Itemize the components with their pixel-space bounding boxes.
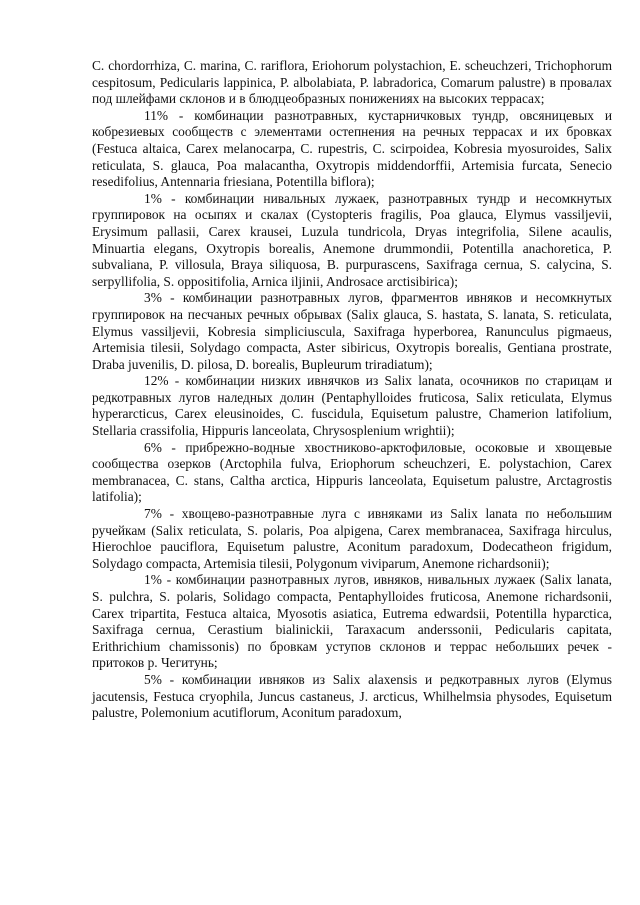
paragraph-11-percent: 11% - комбинации разнотравных, кустарничковых тундр, овсяницевых и кобрезиевых сообществ с элементами остепнения на речных террасах и их бровках (Festuca altaica, Carex melanocarpa, C. rupestris, C. scirpoidea, Kobresia myosuroides, Salix reticulata, S. glauca, Poa malacantha, Oxytropis middendorffii, Artemisia furcata, Senecio resedifolius, Antennaria friesiana, Potentilla biflora); (92, 107, 612, 190)
paragraph-continuation: C. chordorrhiza, C. marina, C. rariflora, Eriohorum polystachion, E. scheuchzeri, Trichophorum cespitosum, Pedicularis lappinica, P. albolabiata, P. labradorica, Comarum palustre) в провалах под шлейфами склонов и в блюдцеобразных понижениях на высоких террасах; (92, 58, 612, 107)
paragraph-6-percent: 6% - прибрежно-водные хвостниково-арктофиловые, осоковые и хвощевые сообщества озерков (Arctophila fulva, Eriophorum scheuchzeri, E. polystachion, Carex membranacea, C. stans, Caltha arctica, Hippuris lanceolata, Equisetum palustre, Arctagrostis latifolia); (92, 439, 612, 505)
paragraph-1-percent-meadows: 1% - комбинации разнотравных лугов, ивняков, нивальных лужаек (Salix lanata, S. pulchra, S. polaris, Solidago compacta, Pentaphylloides fruticosa, Anemone richardsonii, Carex tripartita, Festuca altaica, Myosotis asiatica, Eutrema edwardsii, Potentilla hyparctica, Saxifraga cernua, Cerastium bialinickii, Taraxacum anderssonii, Pedicularis capitata, Erithrichium chamissonis) по бровкам уступов склонов и террас небольших речек - притоков р. Чегитунь; (92, 572, 612, 671)
paragraph-12-percent: 12% - комбинации низких ивнячков из Salix lanata, осочников по старицам и редкотравных лугов наледных долин (Pentaphylloides fruticosa, Salix reticulata, Elymus hyperarcticus, Carex eleusinoides, C. fuscidula, Equisetum palustre, Chamerion latifolium, Stellaria crassifolia, Hippuris lanceolata, Chrysosplenium wrightii); (92, 373, 612, 439)
document-page (92, 58, 612, 722)
paragraph-7-percent: 7% - хвощево-разнотравные луга с ивняками из Salix lanata по небольшим ручейкам (Salix reticulata, S. polaris, Poa alpigena, Carex membranacea, Saxifraga hirculus, Hierochloe pauciflora, Equisetum palustre, Aconitum paradoxum, Dodecatheon frigidum, Solydago compacta, Artemisia tilesii, Polygonum viviparum, Anemone richardsonii); (92, 506, 612, 571)
paragraph-1-percent-nival: 1% - комбинации нивальных лужаек, разнотравных тундр и несомкнутых группировок на осыпях и скалах (Cystopteris fragilis, Poa glauca, Elymus vassiljevii, Erysimum pallasii, Carex krausei, Luzula tundricola, Dryas integrifolia, Silene acaulis, Minuartia elegans, Oxytropis borealis, Anemone drummondii, Potentilla anachoretica, P. subvaliana, P. villosula, Braya siliquosa, B. purpurascens, Saxifraga cernua, S. calycina, S. serpyllifolia, S. oppositifolia, Arnica iljinii, Androsace arctisibirica); (92, 190, 612, 289)
paragraph-3-percent: 3% - комбинации разнотравных лугов, фрагментов ивняков и несомкнутых группировок на песчаных речных обрывах (Salix glauca, S. hastata, S. lanata, S. reticulata, Elymus vassiljevii, Kobresia simpliciuscula, Saxifraga hyperborea, Ranunculus pigmaeus, Artemisia tilesii, Solydago compacta, Aster sibiricus, Oxytropis borealis, Gentiana prostrate, Draba juvenilis, D. pilosa, D. borealis, Bupleurum triradiatum); (92, 290, 612, 372)
paragraph-5-percent: 5% - комбинации ивняков из Salix alaxensis и редкотравных лугов (Elymus jacutensis, Festuca cryophila, Juncus castaneus, J. arcticus, Whilhelmsia physodes, Equisetum palustre, Polemonium acutiflorum, Aconitum paradoxum, (92, 671, 612, 721)
